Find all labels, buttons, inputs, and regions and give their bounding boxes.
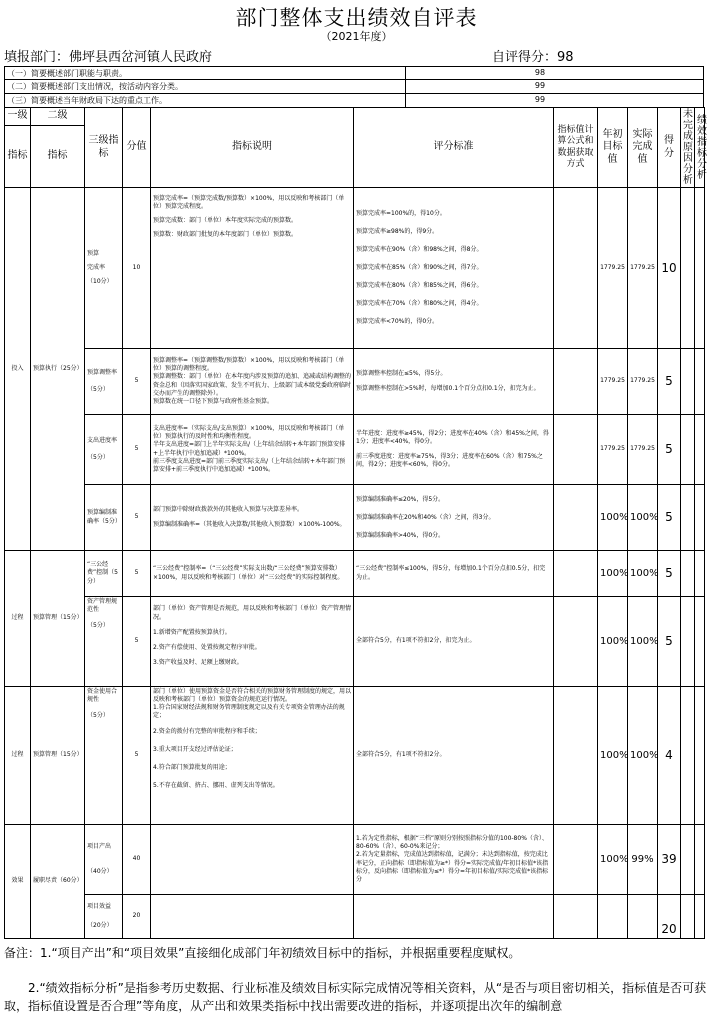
cell-analysis (695, 551, 705, 597)
cell-actual: 1779.25 (628, 415, 658, 485)
cell-target: 1779.25 (598, 415, 628, 485)
desc-line: 部门预算中除财政拨款外的其他收入预算与决算差异率。 (153, 506, 304, 514)
level3-line: 项目产出 (87, 843, 112, 851)
table-row (5, 188, 705, 349)
cell-level3 (85, 415, 123, 485)
header-got: 得分 (658, 108, 681, 188)
level3-line: （5分） (87, 453, 109, 461)
criteria-line: 预算完成率在70%（含）和80%之间，得4分。 (356, 300, 483, 307)
cell-calc (554, 551, 598, 597)
cell-score: 5 (123, 485, 151, 551)
level3-line: （10分） (87, 278, 113, 286)
cell-got: 5 (658, 485, 681, 551)
cell-got: 5 (658, 349, 681, 415)
summary-row-1 (4, 66, 704, 79)
cell-calc (554, 895, 598, 939)
cell-level3 (85, 825, 123, 895)
cell-desc: “三公经费”控制率=（“三公经费”实际支出数/“三公经费”预算安排数）×100%，用以反映和考核部门（单位）对“三公经费”的实际控制程度。 (151, 551, 354, 597)
cell-reason (681, 349, 695, 415)
header-calc: 指标值计算公式和数据获取方式 (554, 108, 598, 188)
cell-level1: 效果 (5, 825, 31, 939)
desc-line: 支出进度率=（实际支出/支出预算）×100%，用以反映和考核部门（单位）预算执行的及时性和均衡性程度。 (153, 425, 345, 441)
desc-line: 3.重大项目开支经过评估论证； (153, 746, 237, 754)
cell-level1: 投入 (5, 188, 31, 551)
cell-reason (681, 825, 695, 895)
cell-analysis (695, 349, 705, 415)
level3-line: （5分） (87, 385, 109, 393)
level3-line: （20分） (87, 921, 113, 929)
criteria-line: 前三季度进度：进度率≥75%，得3分；进度率在60%（含）和75%之间，得2分；进度率<60%，得0分。 (356, 452, 543, 468)
cell-target: 100% (598, 825, 628, 895)
criteria-line: 预算完成率在85%（含）和90%之间，得7分。 (356, 264, 483, 271)
cell-desc (151, 825, 354, 895)
summary-label: （二）简要概述部门支出情况，按活动内容分类。 (7, 82, 183, 91)
cell-analysis (695, 485, 705, 551)
cell-target: 1779.25 (598, 188, 628, 349)
dept-label: 填报部门：佛坪县西岔河镇人民政府 (4, 50, 213, 65)
cell-target: 100% (598, 485, 628, 551)
cell-analysis (695, 415, 705, 485)
cell-target: 100% (598, 551, 628, 597)
desc-line: 半年支出进度=部门上半年实际支出/（上年结余结转+本年部门预算安排+上半年执行中追加追减）*100%。 (153, 441, 346, 457)
cell-reason (681, 895, 695, 939)
cell-calc (554, 597, 598, 687)
desc-line: 前三季度支出进度=部门前三季度实际支出/（上年结余结转+本年部门预算安排+前三季度执行中追加追减）*100%。 (153, 457, 346, 473)
desc-line: 预算调整数：部门（单位）在本年度内涉及预算的追加、追减或结构调整的资金总和（因落实国家政策、发生不可抗力、上级部门或本级党委政府临时交办而产生的调整除外）。 (153, 373, 352, 397)
cell-got: 10 (658, 188, 681, 349)
cell-score: 5 (123, 415, 151, 485)
table-row (5, 825, 705, 895)
cell-got: 39 (658, 825, 681, 895)
cell-level2: 履职尽责（60分） (31, 825, 85, 939)
cell-actual: 1779.25 (628, 188, 658, 349)
cell-desc (151, 349, 354, 415)
cell-score: 5 (123, 597, 151, 687)
summary-row-2 (4, 79, 704, 93)
cell-analysis (695, 895, 705, 939)
cell-desc (151, 895, 354, 939)
header-level2-ind: 指标 (31, 126, 85, 188)
level3-line: 预算 (87, 249, 100, 257)
cell-criteria (354, 188, 554, 349)
page-title: 部门整体支出绩效自评表 (235, 6, 478, 30)
criteria-line: 半年进度：进度率≥45%，得2分；进度率在40%（含）和45%之间，得1分；进度率<40%，得0分。 (356, 430, 549, 446)
level3-line: （5分） (87, 622, 109, 630)
cell-level2: 预算管理（15分） (31, 687, 85, 825)
cell-level3: 预算编制准确率（5分） (85, 485, 123, 551)
summary-value: 99 (534, 95, 546, 104)
cell-got: 20 (658, 895, 681, 939)
level3-line: 资金使用合规性 (87, 688, 118, 704)
desc-line: 部门（单位）资产管理是否规范，用以反映和考核部门（单位）资产管理情况。 (153, 605, 352, 621)
cell-reason (681, 551, 695, 597)
score-label: 自评得分：98 (492, 50, 574, 65)
criteria-line: 预算完成率在80%（含）和85%之间，得6分。 (356, 282, 483, 289)
level3-line: 完成率 (87, 263, 106, 271)
summary-label: （三）简要概述当年财政局下达的重点工作。 (7, 96, 167, 105)
criteria-line: 1.若为定性指标，根据“三档”原则分别按照指标分值的100-80%（含）、80-60%（含）、60-0%来记分； (356, 835, 548, 851)
desc-line: 2.资金的拨付有完整的审批程序和手续； (153, 728, 261, 736)
table-row (5, 687, 705, 825)
cell-target (598, 895, 628, 939)
criteria-line: 预算完成率=100%的，得10分。 (356, 210, 446, 217)
cell-level3 (85, 188, 123, 349)
table-row (5, 551, 705, 597)
criteria-line: 预算编制准确率>40%，得0分。 (356, 531, 445, 539)
desc-line: 1.新增资产配置按预算执行。 (153, 629, 231, 636)
table-row (5, 895, 705, 939)
cell-criteria (354, 485, 554, 551)
criteria-line: 预算完成率≥98%的，得9分。 (356, 228, 439, 235)
header-actual: 实际完成值 (628, 108, 658, 188)
desc-line: 5.不存在截留、挤占、挪用、虚列支出等情况。 (153, 782, 279, 790)
cell-criteria: “三公经费”控制率≤100%，得5分，每增加0.1个百分点扣0.5分，扣完为止。 (354, 551, 554, 597)
criteria-line: 2.若为定量指标，完成值达到指标值，记满分；未达到指标值，按完成比率记分，正向指标（即指标值为≥*）得分=实际完成值/年初目标值*该指标分，反向指标（即指标值为≤*）得分=年初目标值/实际完成值*该指标分 (356, 851, 549, 883)
evaluation-table (4, 107, 705, 939)
cell-calc (554, 825, 598, 895)
summary-label: （一）简要概述部门职能与职责。 (7, 69, 127, 78)
cell-criteria (354, 415, 554, 485)
table-row (5, 485, 705, 551)
cell-calc (554, 415, 598, 485)
cell-criteria (354, 349, 554, 415)
cell-reason (681, 415, 695, 485)
cell-target: 100% (598, 597, 628, 687)
cell-actual: 100% (628, 687, 658, 825)
cell-reason (681, 687, 695, 825)
level3-line: （40分） (87, 867, 113, 875)
cell-level2: 预算执行（25分） (31, 188, 85, 551)
cell-level3: “三公经费”控制（5分） (85, 551, 123, 597)
summary-row-3 (4, 93, 704, 107)
desc-line: 预算完成率=（预算完成数/预算数）×100%，用以反映和考核部门（单位）预算完成程度。 (153, 195, 345, 211)
cell-actual (628, 895, 658, 939)
cell-criteria: 全部符合5分，有1项不符扣2分。 (354, 687, 554, 825)
cell-got: 5 (658, 415, 681, 485)
cell-score: 10 (123, 188, 151, 349)
criteria-line: 预算完成率在90%（含）和98%之间，得8分。 (356, 246, 483, 253)
table-row (5, 597, 705, 687)
cell-reason (681, 485, 695, 551)
desc-line: 1.符合国家财经法规和财务管理制度规定以及有关专项资金管理办法的规定； (153, 704, 345, 720)
desc-line: 4.符合部门预算批复的用途； (153, 764, 231, 772)
cell-actual: 100% (628, 485, 658, 551)
cell-score: 5 (123, 687, 151, 825)
level3-line: 项目效益 (87, 903, 112, 911)
cell-level1: 过程 (5, 551, 31, 687)
desc-line: 预算数在统一口径下预算与政府性基金预算。 (153, 397, 274, 405)
header-desc: 指标说明 (151, 108, 354, 188)
cell-level3 (85, 895, 123, 939)
cell-desc (151, 687, 354, 825)
desc-line: 预算调整率=（预算调整数/预算数）×100%，用以反映和考核部门（单位）预算的调整程度。 (153, 357, 345, 373)
note-1: 备注：1.“项目产出”和“项目效果”直接细化成部门年初绩效目标中的指标，并根据重要程度赋权。 (4, 946, 521, 960)
cell-level1: 过程 (5, 687, 31, 825)
cell-actual: 100% (628, 551, 658, 597)
cell-score: 40 (123, 825, 151, 895)
header-level2: 二级 (31, 108, 85, 126)
header-level1: 一级 (5, 108, 31, 126)
desc-line: 2.资产有偿使用、处置按规定程序审批。 (153, 644, 261, 651)
cell-reason (681, 597, 695, 687)
level3-line: 预算调整率 (87, 369, 118, 377)
cell-level3 (85, 597, 123, 687)
note-2: 2.“绩效指标分析”是指参考历史数据、行业标准及绩效目标实际完成情况等相关资料，从“是否与项目密切相关，指标值是否可获取，指标值设置是否合理”等角度，从产出和效果类指标中找出需要改进的指标，并逐项提出次年的编制意 (4, 980, 707, 1014)
cell-score: 20 (123, 895, 151, 939)
desc-line: 部门（单位）使用预算资金是否符合相关的预算财务管理制度的规定，用以反映和考核部门（单位）预算资金的规范运行情况。 (153, 688, 352, 704)
cell-calc (554, 188, 598, 349)
criteria-line: 预算调整率控制在≤5%，得5分。 (356, 370, 447, 378)
cell-level3 (85, 687, 123, 825)
cell-reason (681, 188, 695, 349)
desc-line: 3.资产收益及时、足额上缴财政。 (153, 659, 243, 666)
table-row (5, 415, 705, 485)
header-score: 分值 (123, 108, 151, 188)
cell-target: 100% (598, 687, 628, 825)
level3-line: 支出进度率 (87, 437, 118, 445)
criteria-line: 预算编制准确率在20%和40%（含）之间，得3分。 (356, 513, 495, 521)
cell-score: 5 (123, 349, 151, 415)
cell-level2: 预算管理（15分） (31, 551, 85, 687)
cell-calc (554, 485, 598, 551)
cell-got: 5 (658, 551, 681, 597)
level3-line: （5分） (87, 712, 109, 720)
cell-target: 1779.25 (598, 349, 628, 415)
cell-criteria (354, 895, 554, 939)
cell-criteria (354, 825, 554, 895)
desc-line: 预算编制准确率=（其他收入决算数/其他收入预算数）×100%-100%。 (153, 520, 346, 528)
cell-calc (554, 687, 598, 825)
cell-level3 (85, 349, 123, 415)
cell-got: 5 (658, 597, 681, 687)
cell-actual: 1779.25 (628, 349, 658, 415)
header-criteria: 评分标准 (354, 108, 554, 188)
cell-score: 5 (123, 551, 151, 597)
header-level1-ind: 指标 (5, 126, 31, 188)
desc-line: 预算完成数：部门（单位）本年度实际完成的预算数。 (153, 217, 298, 225)
header-level3: 三级指标 (85, 108, 123, 188)
header-target: 年初目标值 (598, 108, 628, 188)
notes (4, 944, 710, 1016)
cell-desc (151, 485, 354, 551)
cell-desc (151, 188, 354, 349)
level3-line: 资产管理规范性 (87, 598, 118, 614)
criteria-line: 预算调整率控制在>5%时，每增加0.1个百分点扣0.1分，扣完为止。 (356, 384, 540, 392)
cell-got: 4 (658, 687, 681, 825)
page-subtitle: （2021年度） (320, 30, 393, 43)
cell-actual: 100% (628, 597, 658, 687)
desc-line: 预算数：财政部门批复的本年度部门（单位）预算数。 (153, 231, 298, 239)
cell-criteria: 全部符合5分，有1项不符扣2分，扣完为止。 (354, 597, 554, 687)
cell-analysis (695, 687, 705, 825)
cell-actual: 99% (628, 825, 658, 895)
summary-value: 98 (534, 68, 546, 77)
cell-analysis (695, 825, 705, 895)
cell-desc (151, 415, 354, 485)
table-row (5, 349, 705, 415)
header-analysis: 绩效指标分析 (695, 108, 705, 188)
cell-desc (151, 597, 354, 687)
header-row (4, 46, 704, 65)
criteria-line: 预算完成率<70%的，得0分。 (356, 318, 439, 325)
summary-value: 99 (534, 81, 546, 90)
cell-calc (554, 349, 598, 415)
header-reason: 未完成原因分析 (681, 108, 695, 188)
cell-analysis (695, 188, 705, 349)
cell-analysis (695, 597, 705, 687)
criteria-line: 预算编制准确率≤20%，得5分。 (356, 495, 445, 503)
